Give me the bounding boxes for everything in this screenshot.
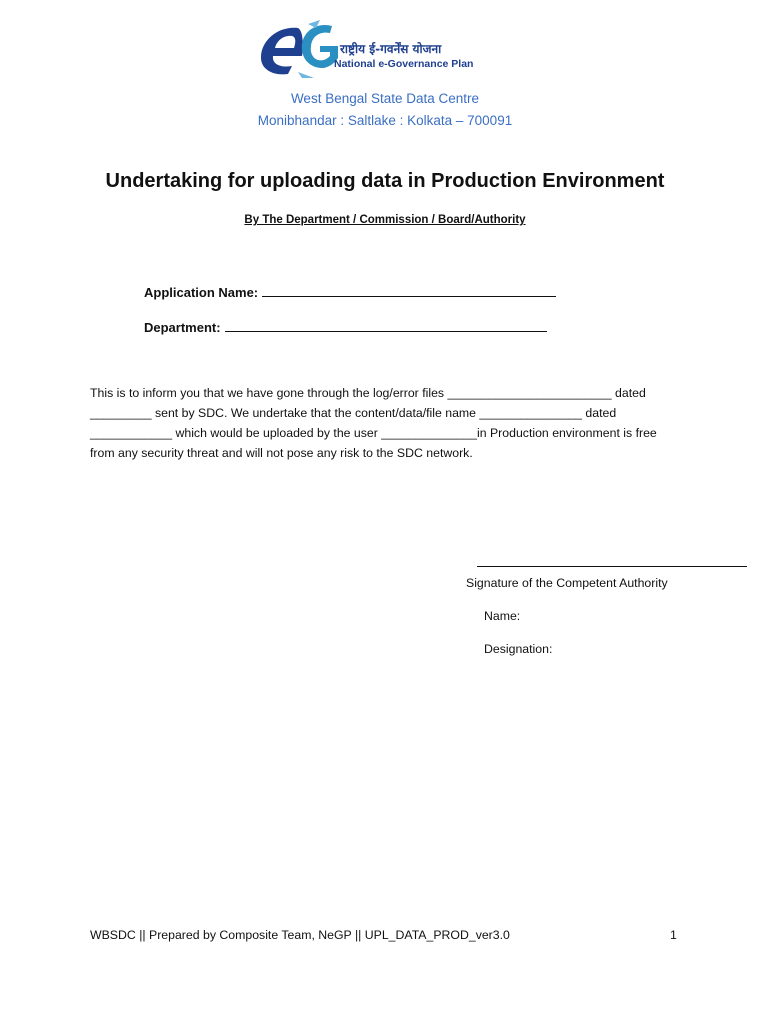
logo-hindi-text: राष्ट्रीय ई-गवर्नेंस योजना xyxy=(340,42,442,56)
signatory-designation-label: Designation: xyxy=(484,642,553,656)
negp-logo xyxy=(258,20,478,78)
document-title: Undertaking for uploading data in Production Environment xyxy=(105,170,665,192)
paragraph-line: _________ sent by SDC. We undertake that the content/data/file name _______________ dated xyxy=(90,406,617,420)
paragraph-line: This is to inform you that we have gone through the log/error files ________________________ dated xyxy=(90,386,646,400)
document-subtitle: By The Department / Commission / Board/Authority xyxy=(244,214,526,226)
footer-text: WBSDC || Prepared by Composite Team, NeGP || UPL_DATA_PROD_ver3.0 xyxy=(90,928,510,942)
application-name-blank xyxy=(262,283,556,297)
signature-line xyxy=(477,566,747,567)
department-label: Department: xyxy=(144,320,221,335)
paragraph-line: from any security threat and will not pose any risk to the SDC network. xyxy=(90,446,473,460)
signature-label: Signature of the Competent Authority xyxy=(466,576,668,590)
page-number: 1 xyxy=(670,928,677,942)
application-name-label: Application Name: xyxy=(144,285,259,300)
application-name-field xyxy=(144,283,556,300)
logo-english-text: National e-Governance Plan xyxy=(334,58,474,70)
signatory-name-label: Name: xyxy=(484,609,521,623)
department-blank xyxy=(225,318,547,332)
undertaking-paragraph xyxy=(90,383,690,463)
organization-address: Monibhandar : Saltlake : Kolkata – 700091 xyxy=(257,113,513,128)
department-field xyxy=(144,318,547,335)
paragraph-line: ____________ which would be uploaded by the user ______________in Production environment is free xyxy=(90,426,657,440)
organization-name: West Bengal State Data Centre xyxy=(290,91,480,106)
